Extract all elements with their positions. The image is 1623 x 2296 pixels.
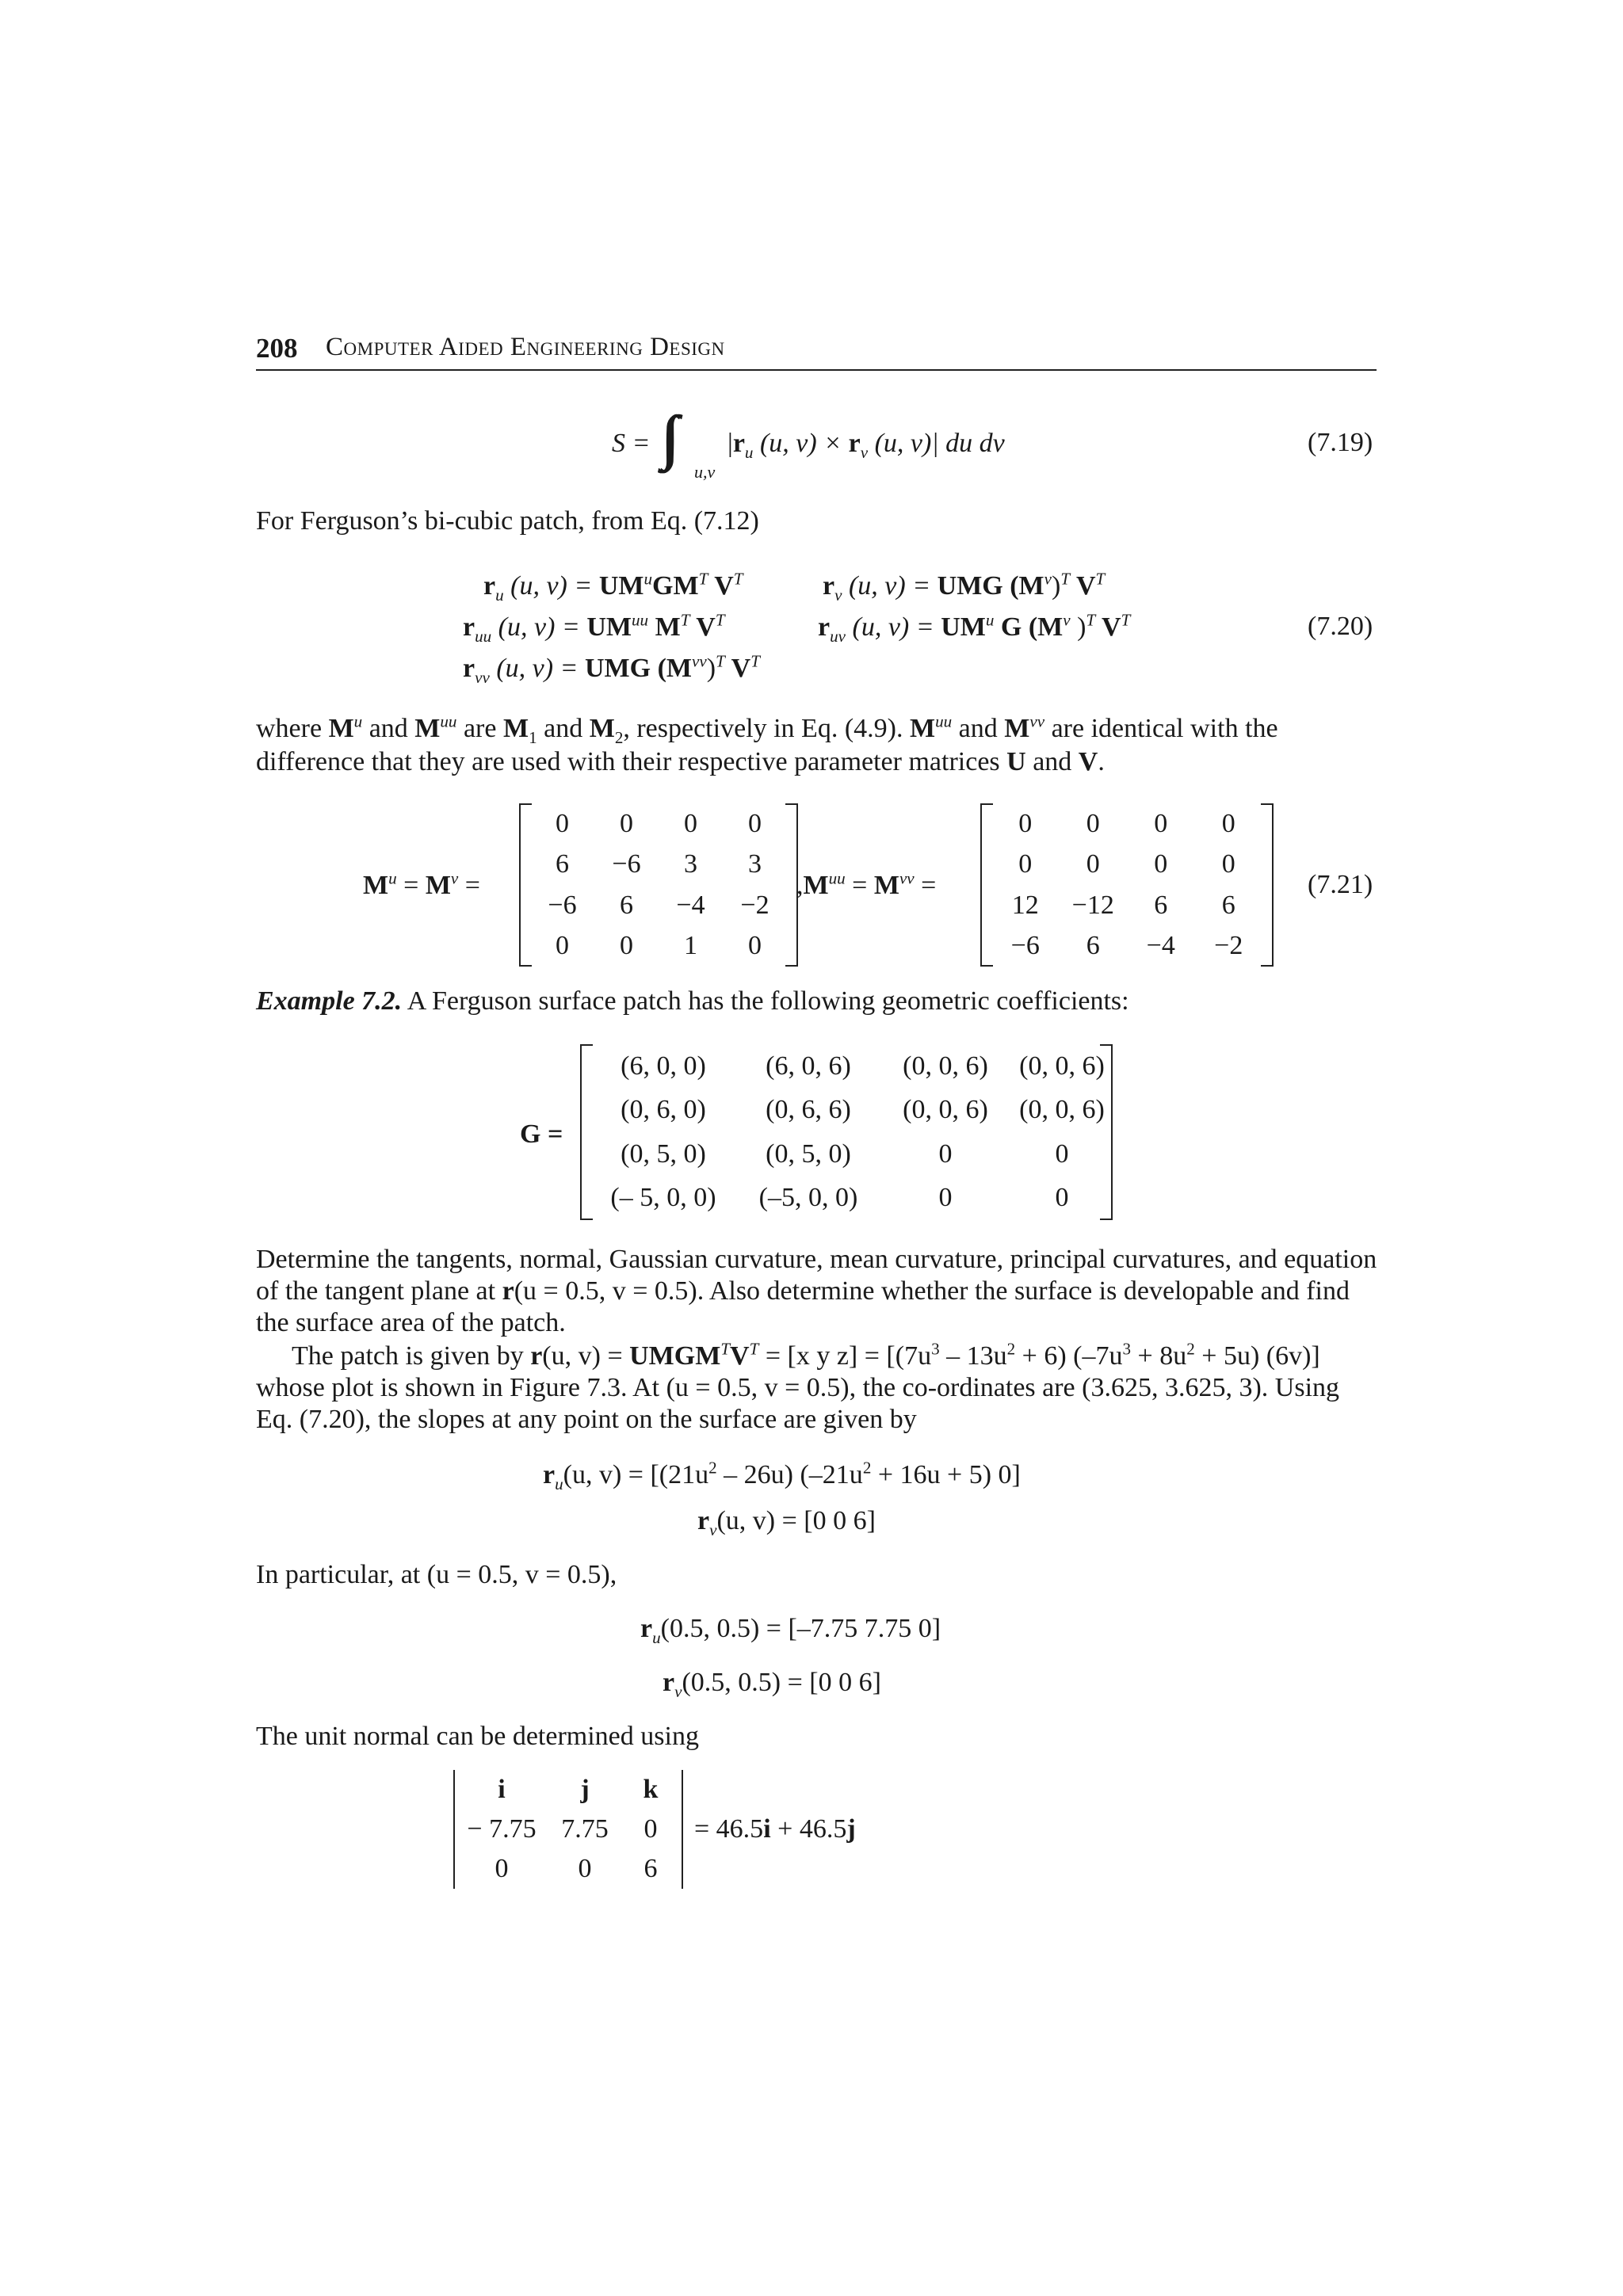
- matrix-cell: 0: [1086, 849, 1100, 879]
- matrix-cell: 6: [1086, 931, 1100, 961]
- superscript: u: [388, 868, 397, 888]
- superscript: T: [680, 610, 690, 630]
- eq-rhs: V: [1070, 571, 1096, 601]
- equation-rv-value: [663, 1667, 881, 1699]
- equation-ru: [543, 1459, 1021, 1491]
- matrix-cell: 12: [1011, 890, 1039, 920]
- text: – 13u: [939, 1341, 1007, 1371]
- matrix-lhs: [363, 870, 480, 902]
- matrix-lhs: [520, 1119, 563, 1150]
- matrix-cell: (6, 0, 6): [766, 1051, 851, 1081]
- matrix-symbol: M: [425, 871, 451, 900]
- eq-args: (u, v) =: [489, 654, 585, 683]
- superscript: 2: [708, 1458, 717, 1478]
- determinant-result: [694, 1814, 856, 1845]
- matrix-cell: 0: [1055, 1138, 1069, 1169]
- superscript: 3: [931, 1339, 940, 1359]
- matrix-cell: (0, 6, 6): [766, 1095, 851, 1125]
- matrix-cell: 0: [684, 808, 697, 838]
- text: .: [1098, 747, 1105, 776]
- eq-args: (u, v) =: [503, 571, 599, 601]
- comma: ,: [796, 871, 804, 900]
- eq-row: [823, 569, 1106, 605]
- det-cell: − 7.75: [467, 1814, 537, 1844]
- eq-args: (u, v) =: [491, 612, 587, 642]
- eq-rhs: UM: [598, 571, 644, 601]
- matrix-cell: 0: [1018, 849, 1033, 879]
- eq-row: [463, 653, 760, 685]
- bracket-right: [1261, 803, 1274, 967]
- double-integral-symbol: ∫∫: [661, 404, 666, 471]
- subscript: u: [652, 1627, 661, 1647]
- eq-rhs: V: [724, 654, 751, 683]
- eq-args: (u, v) =: [842, 571, 938, 601]
- text: – 26u) (–21u: [716, 1460, 863, 1489]
- vector-r: r: [848, 429, 861, 458]
- superscript: uu: [632, 610, 649, 630]
- integral-subscript: u,v: [694, 462, 716, 482]
- equation-number: (7.19): [1308, 428, 1373, 457]
- subscript: v: [674, 1681, 682, 1701]
- equals: =: [396, 871, 426, 900]
- unit-vector-j: j: [846, 1814, 856, 1844]
- det-cell: 0: [578, 1854, 592, 1883]
- superscript: 2: [1186, 1339, 1195, 1359]
- matrix-cell: −6: [1010, 931, 1040, 961]
- matrix-cell: 0: [1221, 808, 1235, 838]
- matrix-cell: (0, 6, 0): [621, 1095, 706, 1125]
- matrix-cell: −2: [1214, 931, 1243, 961]
- text: + 16u + 5) 0]: [871, 1460, 1021, 1489]
- running-header: [256, 331, 1377, 371]
- paragraph-line: [256, 1276, 1377, 1307]
- eq-rhs: UMG (M: [585, 654, 693, 683]
- subscript: u: [495, 585, 504, 605]
- superscript: v: [450, 868, 459, 888]
- superscript: T: [1121, 610, 1131, 630]
- superscript: uu: [828, 868, 846, 888]
- text: The patch is given by: [292, 1341, 531, 1371]
- matrix-cell: (0, 0, 6): [1019, 1095, 1105, 1125]
- matrix-cell: 0: [620, 808, 633, 838]
- text: + 5u) (6v)]: [1194, 1341, 1320, 1371]
- equation-rv: [697, 1505, 876, 1537]
- superscript: T: [716, 651, 725, 671]
- matrix-cell: −2: [740, 890, 769, 920]
- matrix-cell: −6: [548, 890, 577, 920]
- matrix-cell: (6, 0, 0): [621, 1051, 706, 1081]
- matrix-cell: 0: [1055, 1183, 1069, 1213]
- superscript: T: [1060, 569, 1071, 589]
- text: difference that they are used with their respective parameter matrices: [256, 747, 1007, 776]
- text: , respectively in Eq. (4.9).: [623, 714, 910, 743]
- matrix-cell: 0: [748, 808, 762, 838]
- matrix-cell: 1: [684, 931, 697, 961]
- vector-r: r: [463, 654, 475, 683]
- matrix-cell: −6: [612, 849, 641, 879]
- matrix-cell: (0, 5, 0): [766, 1138, 851, 1169]
- eq-row: [463, 610, 725, 646]
- matrix-cell: (0, 0, 6): [903, 1095, 988, 1125]
- text: = 46.5: [694, 1814, 764, 1844]
- matrix-grid: [588, 1044, 1105, 1220]
- paragraph: The unit normal can be determined using: [256, 1722, 699, 1751]
- matrix-cell: (–5, 0, 0): [758, 1183, 858, 1213]
- paragraph-line: Determine the tangents, normal, Gaussian curvature, mean curvature, principal curvatures, and equation: [256, 1245, 1377, 1274]
- matrix-Muu: [980, 803, 1274, 967]
- matrix-cell: (0, 0, 6): [1019, 1051, 1105, 1081]
- matrix-cell: 0: [1086, 808, 1100, 838]
- det-cell: 6: [643, 1854, 658, 1883]
- matrix-cell: 0: [620, 931, 633, 961]
- matrix-cell: 6: [1154, 890, 1168, 920]
- vector-r: r: [530, 1341, 543, 1371]
- eq-rhs: G (M: [994, 612, 1064, 642]
- paragraph-line: [292, 1341, 1377, 1372]
- eq-rhs: ): [1070, 612, 1086, 642]
- matrix-cell: 0: [1018, 808, 1033, 838]
- matrix-Mu: [519, 803, 798, 967]
- eq-rhs: UMG (M: [937, 571, 1044, 601]
- eq-args: (u, v)| du dv: [868, 429, 1005, 458]
- matrix-symbol: M: [909, 714, 936, 743]
- eq-7-19-body: [727, 428, 1005, 460]
- det-cell: i: [498, 1775, 506, 1804]
- superscript: u: [353, 711, 363, 731]
- det-bar-left: [453, 1770, 455, 1889]
- superscript: T: [733, 569, 743, 589]
- text: (u, v) =: [542, 1341, 630, 1371]
- eq-rhs: ): [1052, 571, 1061, 601]
- equation-number: (7.20): [1308, 612, 1373, 641]
- matrix-symbol: M: [1004, 714, 1030, 743]
- matrix-cell: 0: [1154, 849, 1168, 879]
- det-cell: k: [643, 1775, 659, 1804]
- superscript: T: [698, 569, 708, 589]
- matrix-symbol: V: [1078, 747, 1098, 776]
- text: and: [952, 714, 1005, 743]
- text: (u, v) = [(21u: [563, 1460, 709, 1489]
- superscript: uu: [935, 711, 953, 731]
- vector-r: r: [463, 612, 475, 642]
- vector-r: r: [732, 429, 745, 458]
- determinant: [453, 1770, 683, 1889]
- page-number: 208: [256, 333, 298, 364]
- equals: =: [845, 871, 874, 900]
- eq-rhs: GM: [652, 571, 699, 601]
- matrix-cell: 6: [1221, 890, 1235, 920]
- equation-ru-value: [640, 1613, 941, 1645]
- matrix-grid: [530, 803, 787, 967]
- subscript: v: [709, 1520, 717, 1539]
- superscript: vv: [899, 868, 915, 888]
- text: are: [456, 714, 503, 743]
- matrix-cell: (0, 5, 0): [621, 1138, 706, 1169]
- matrix-cell: 0: [556, 931, 569, 961]
- determinant-grid: [458, 1770, 678, 1889]
- matrix-cell: (– 5, 0, 0): [610, 1183, 716, 1213]
- matrix-cell: 6: [620, 890, 633, 920]
- vector-r: r: [823, 571, 835, 601]
- eq-rhs: V: [689, 612, 716, 642]
- matrix-symbol: M: [363, 871, 389, 900]
- text: and: [362, 714, 415, 743]
- matrix-cell: −4: [1146, 931, 1175, 961]
- superscript: u: [643, 569, 653, 589]
- unit-vector-i: i: [763, 1814, 771, 1844]
- matrix-symbol: U: [1006, 747, 1026, 776]
- vector-r: r: [818, 612, 831, 642]
- paragraph: For Ferguson’s bi-cubic patch, from Eq. (7.12): [256, 506, 759, 536]
- matrix-symbol: M: [328, 714, 354, 743]
- text: and: [537, 714, 590, 743]
- text: + 8u: [1131, 1341, 1187, 1371]
- matrix-symbol: M: [873, 871, 899, 900]
- eq-args: (u, v) ×: [753, 429, 849, 458]
- text: (0.5, 0.5) = [0 0 6]: [682, 1668, 881, 1697]
- superscript: vv: [692, 651, 707, 671]
- matrix-cell: 0: [748, 931, 762, 961]
- matrix-cell: −4: [676, 890, 705, 920]
- matrix-symbol: M: [589, 714, 615, 743]
- vector-r: r: [543, 1460, 556, 1489]
- matrix-cell: 6: [556, 849, 569, 879]
- det-bar-right: [682, 1770, 683, 1889]
- matrix-G: [580, 1044, 1113, 1220]
- paragraph: [256, 713, 1377, 745]
- superscript: T: [749, 1339, 759, 1359]
- superscript: T: [1086, 610, 1096, 630]
- superscript: u: [985, 610, 995, 630]
- vector-r: r: [483, 571, 496, 601]
- text: of the tangent plane at: [256, 1276, 502, 1306]
- text: (u, v) = [0 0 6]: [716, 1506, 876, 1535]
- matrix-symbol: M: [803, 871, 829, 900]
- matrix-cell: 0: [1221, 849, 1235, 879]
- vector-r: r: [502, 1276, 514, 1306]
- paragraph-line: Eq. (7.20), the slopes at any point on the surface are given by: [256, 1405, 917, 1434]
- sub-u: u: [744, 442, 754, 462]
- det-cell: 0: [643, 1814, 658, 1844]
- matrix-symbol: M: [502, 714, 529, 743]
- eq-rhs: ): [706, 654, 716, 683]
- text: UMGM: [629, 1341, 721, 1371]
- text: A Ferguson surface patch has the following geometric coefficients:: [402, 986, 1129, 1016]
- text: (0.5, 0.5) = [–7.75 7.75 0]: [660, 1614, 941, 1643]
- paragraph: In particular, at (u = 0.5, v = 0.5),: [256, 1560, 617, 1589]
- det-cell: j: [580, 1775, 590, 1804]
- eq-rhs: UM: [586, 612, 632, 642]
- subscript: 2: [614, 727, 624, 747]
- text: + 6) (–7u: [1015, 1341, 1123, 1371]
- superscript: v: [1063, 610, 1071, 630]
- equals: =: [914, 871, 937, 900]
- det-cell: 0: [495, 1854, 509, 1883]
- paragraph-line: the surface area of the patch.: [256, 1308, 566, 1337]
- matrix-cell: 0: [938, 1138, 953, 1169]
- superscript: T: [720, 1339, 731, 1359]
- vector-r: r: [697, 1506, 710, 1535]
- superscript: T: [715, 610, 725, 630]
- eq-args: (u, v) =: [846, 612, 941, 642]
- text: + 46.5: [770, 1814, 847, 1844]
- matrix-cell: 3: [748, 849, 762, 879]
- matrix-cell: 0: [556, 808, 569, 838]
- abs-bar-left: |: [727, 429, 733, 458]
- running-title: Computer Aided Engineering Design: [326, 333, 725, 361]
- subscript: u: [555, 1474, 563, 1493]
- matrix-cell: 0: [1154, 808, 1168, 838]
- superscript: T: [1095, 569, 1106, 589]
- matrix-cell: 3: [684, 849, 697, 879]
- example-heading: [256, 986, 1129, 1017]
- eq-rhs: V: [1095, 612, 1121, 642]
- text: = [x y z] = [(7u: [758, 1341, 932, 1371]
- matrix-lhs: [796, 870, 936, 902]
- eq-row: [483, 569, 743, 605]
- equals: =: [458, 871, 480, 900]
- sub-v: v: [860, 442, 869, 462]
- matrix-cell: −12: [1071, 890, 1114, 920]
- subscript: 1: [529, 727, 537, 747]
- text: are identical with the: [1044, 714, 1278, 743]
- text: V: [730, 1341, 750, 1371]
- eq-rhs: M: [648, 612, 681, 642]
- subscript: uv: [830, 626, 846, 646]
- matrix-cell: 0: [938, 1183, 953, 1213]
- superscript: 3: [1122, 1339, 1132, 1359]
- eq-rhs: UM: [941, 612, 986, 642]
- matrix-grid: [991, 803, 1262, 967]
- matrix-cell: (0, 0, 6): [903, 1051, 988, 1081]
- superscript: v: [1044, 569, 1052, 589]
- det-cell: 7.75: [561, 1814, 609, 1844]
- equation-7-20: [460, 570, 1331, 689]
- equation-number: (7.21): [1308, 870, 1373, 899]
- superscript: 2: [1006, 1339, 1016, 1359]
- matrix-symbol: G =: [520, 1119, 563, 1149]
- vector-r: r: [663, 1668, 675, 1697]
- subscript: v: [834, 585, 842, 605]
- example-label: Example 7.2.: [256, 986, 403, 1016]
- subscript: vv: [475, 667, 490, 687]
- vector-r: r: [640, 1614, 653, 1643]
- matrix-symbol: M: [414, 714, 441, 743]
- paragraph: [256, 746, 1377, 778]
- text: (u = 0.5, v = 0.5). Also determine whether the surface is developable and find: [514, 1276, 1350, 1306]
- paragraph-line: whose plot is shown in Figure 7.3. At (u = 0.5, v = 0.5), the co-ordinates are (3.625, 3.625, 3). Using: [256, 1373, 1340, 1402]
- superscript: vv: [1029, 711, 1045, 731]
- eq-rhs: V: [708, 571, 734, 601]
- text: where: [256, 714, 329, 743]
- superscript: 2: [862, 1458, 872, 1478]
- eq-row: [818, 610, 1131, 646]
- superscript: T: [750, 651, 760, 671]
- superscript: uu: [440, 711, 457, 731]
- eq-7-19-lhs: S =: [612, 429, 651, 458]
- text: and: [1025, 747, 1079, 776]
- subscript: uu: [475, 626, 492, 646]
